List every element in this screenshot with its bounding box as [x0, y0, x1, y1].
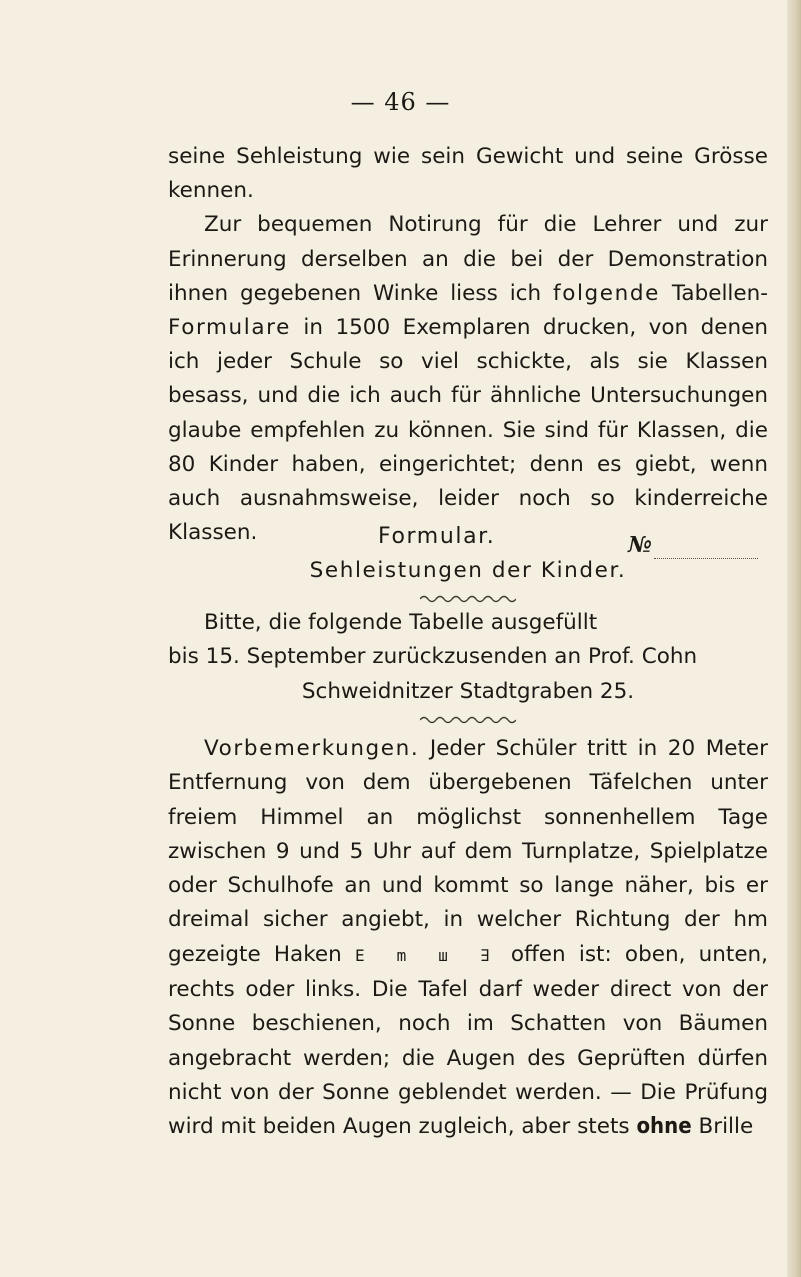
paragraph-2-spaced: folgende: [553, 280, 660, 306]
paragraph-2-start: Zur bequemen Notirung für die Lehrer und zur Erinnerung derselben an die bei der Demonstration ihnen gegebenen Winke liess ich: [168, 212, 768, 306]
paragraph-2-mid: Tabellen-: [659, 280, 768, 306]
ornament-rule: [420, 594, 516, 604]
optotype-hooks: E m ш ∃: [355, 945, 498, 965]
form-subtitle: Sehleistungen der Kinder.: [309, 558, 627, 583]
paragraph-2-spaced2: Formulare: [168, 315, 291, 341]
notes-text-3: Brille: [691, 1114, 754, 1140]
form-request-line2: bis 15. September zurückzusenden an Prof. Cohn: [168, 644, 698, 670]
notes-paragraph: [168, 732, 768, 1145]
notes-text-1: Jeder Schüler tritt in 20 Meter Entfernung von dem übergebenen Täfelchen unter freiem Himmel an möglichst sonnenhellem Tage zwischen 9 und 5 Uhr auf dem Turnplatze, Spielplatze oder Schulhofe an und kommt so lange näher, bis er dreimal sicher angiebt, in welcher Richtung der hm gezeigte Haken: [168, 736, 768, 967]
notes-heading: Vorbemerkungen.: [204, 736, 420, 761]
paragraph-2: [168, 208, 768, 550]
form-request-line3: Schweidnitzer Stadtgraben 25.: [301, 678, 635, 704]
ornament-rule-2: [420, 715, 516, 725]
form-block: [168, 554, 768, 725]
form-request-line1: Bitte, die folgende Tabelle ausgefüllt: [204, 610, 598, 636]
paragraph-2-end: in 1500 Exemplaren drucken, von denen ich jeder Schule so viel schickte, als sie Klassen besass, und die ich auch für ähnliche Untersuchungen glaube empfehlen zu können. Sie sind für Klassen, die 80 Kinder haben, eingerichtet; denn es giebt, wenn auch ausnahmsweise, leider noch so kinderreiche Klassen.: [168, 315, 768, 546]
notes-text-2: offen ist: oben, unten, rechts oder links. Die Tafel darf weder direct von der Sonne beschienen, noch im Schatten von Bäumen angebracht werden; die Augen des Geprüften dürfen nicht von der Sonne geblendet werden. — Die Prüfung wird mit beiden Augen zugleich, aber stets: [168, 941, 769, 1140]
number-mark: №: [628, 532, 652, 558]
notes-block: [168, 732, 768, 1145]
paragraph-1: seine Sehleistung wie sein Gewicht und seine Grösse kennen.: [168, 144, 768, 204]
page-number: — 46 —: [350, 88, 451, 116]
body-text: [168, 140, 768, 550]
form-title: Formular.: [378, 524, 496, 549]
page-edge: [787, 0, 801, 1277]
notes-bold-word: ohne: [636, 1114, 692, 1140]
